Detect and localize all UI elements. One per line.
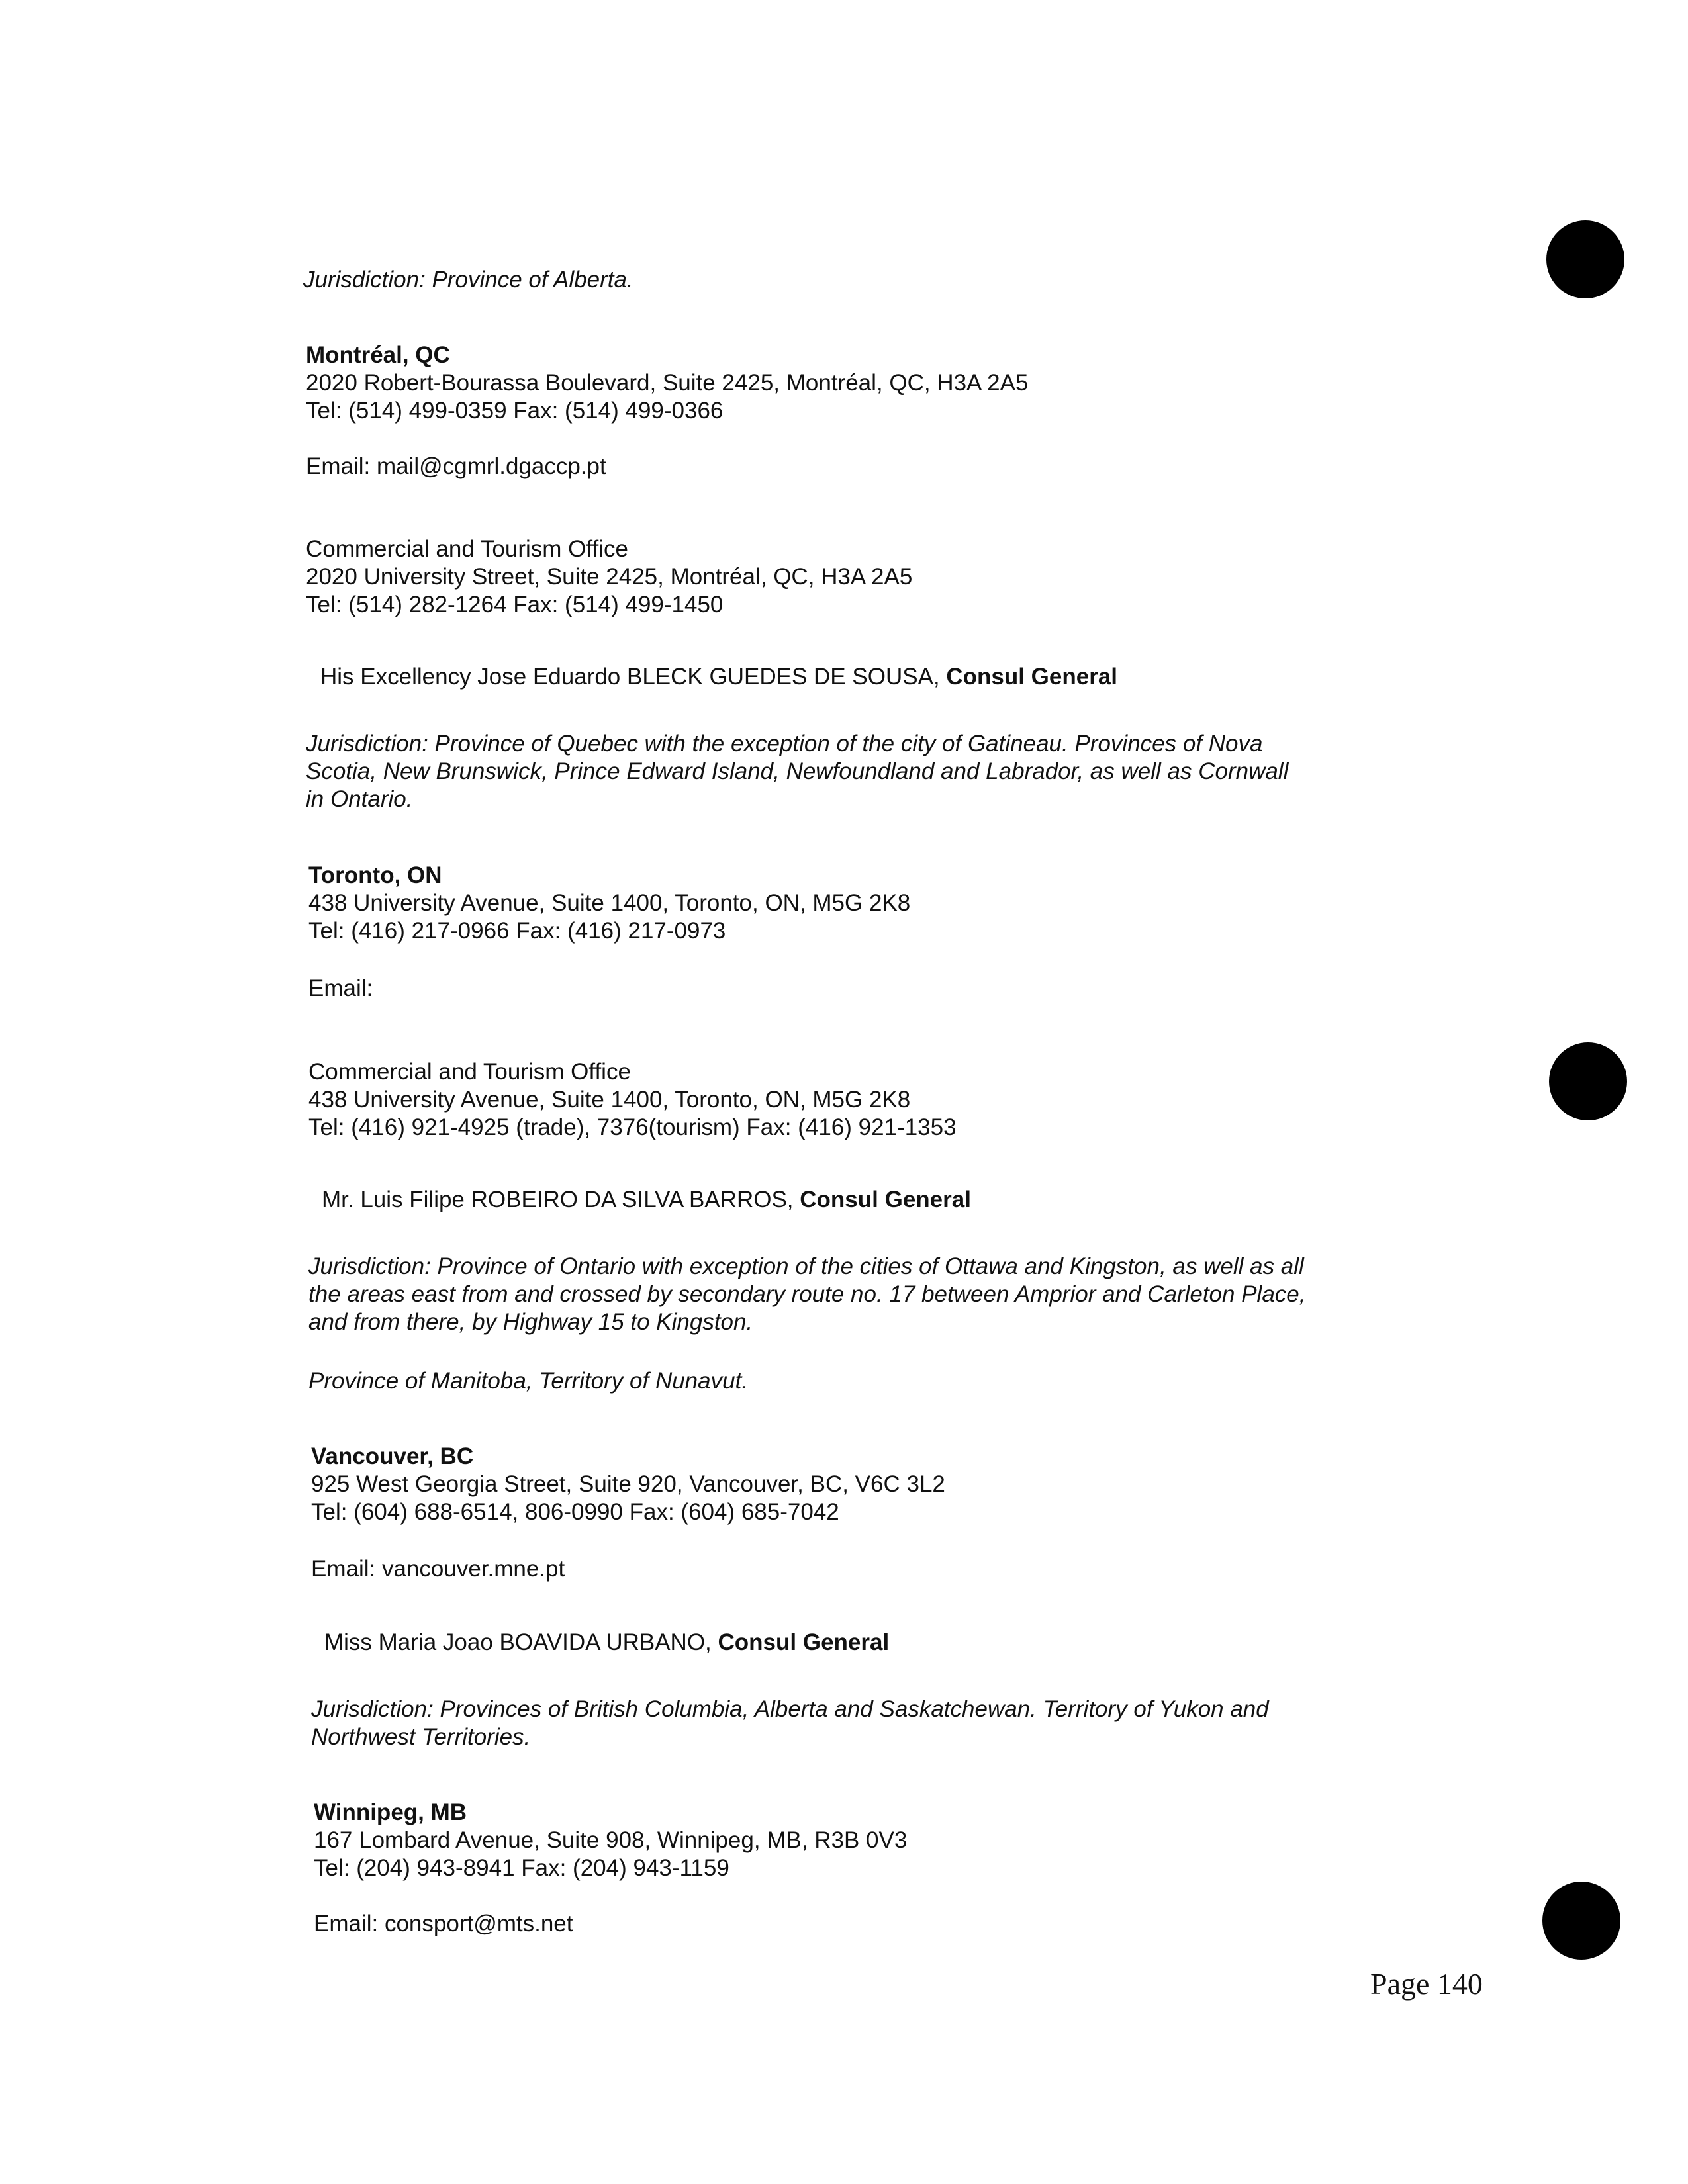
winnipeg-heading: Winnipeg, MB [314, 1799, 467, 1825]
vancouver-phone: Tel: (604) 688-6514, 806-0990 Fax: (604) 685-7042 [311, 1499, 839, 1525]
montreal-office-address: 2020 University Street, Suite 2425, Montréal, QC, H3A 2A5 [306, 564, 913, 590]
toronto-official-title: Consul General [800, 1187, 971, 1212]
montreal-phone: Tel: (514) 499-0359 Fax: (514) 499-0366 [306, 398, 724, 424]
vancouver-official [324, 1629, 889, 1657]
winnipeg-phone: Tel: (204) 943-8941 Fax: (204) 943-1159 [314, 1855, 729, 1881]
toronto-phone: Tel: (416) 217-0966 Fax: (416) 217-0973 [308, 918, 726, 944]
winnipeg-email: Email: consport@mts.net [314, 1911, 573, 1936]
montreal-office-phone: Tel: (514) 282-1264 Fax: (514) 499-1450 [306, 592, 724, 617]
toronto-office-name: Commercial and Tourism Office [308, 1059, 631, 1085]
toronto-official [322, 1186, 971, 1214]
toronto-jurisdiction-line-2: the areas east from and crossed by secondary route no. 17 between Amprior and Carleton Place, [308, 1281, 1306, 1307]
toronto-address: 438 University Avenue, Suite 1400, Toronto, ON, M5G 2K8 [308, 890, 911, 916]
montreal-heading: Montréal, QC [306, 342, 450, 368]
vancouver-address: 925 West Georgia Street, Suite 920, Vancouver, BC, V6C 3L2 [311, 1471, 945, 1497]
montreal-jurisdiction-line-3: in Ontario. [306, 786, 413, 812]
toronto-office-address: 438 University Avenue, Suite 1400, Toronto, ON, M5G 2K8 [308, 1087, 911, 1113]
toronto-official-name: Mr. Luis Filipe ROBEIRO DA SILVA BARROS, [322, 1187, 800, 1212]
vancouver-official-name: Miss Maria Joao BOAVIDA URBANO, [324, 1629, 718, 1655]
toronto-jurisdiction-extra: Province of Manitoba, Territory of Nunavut. [308, 1368, 749, 1394]
montreal-jurisdiction-line-2: Scotia, New Brunswick, Prince Edward Island, Newfoundland and Labrador, as well as Cornwall [306, 758, 1289, 784]
montreal-address: 2020 Robert-Bourassa Boulevard, Suite 2425, Montréal, QC, H3A 2A5 [306, 370, 1029, 396]
vancouver-email: Email: vancouver.mne.pt [311, 1556, 565, 1582]
vancouver-jurisdiction-line-1: Jurisdiction: Provinces of British Columbia, Alberta and Saskatchewan. Territory of Yukon and [311, 1696, 1269, 1722]
montreal-official-title: Consul General [946, 664, 1118, 690]
montreal-official-name: His Excellency Jose Eduardo BLECK GUEDES DE SOUSA, [320, 664, 947, 690]
vancouver-official-title: Consul General [718, 1629, 890, 1655]
page-number: Page 140 [1370, 1967, 1483, 2001]
montreal-jurisdiction-line-1: Jurisdiction: Province of Quebec with the exception of the city of Gatineau. Provinces of Nova [306, 731, 1263, 756]
toronto-heading: Toronto, ON [308, 862, 442, 888]
punch-hole-top [1546, 220, 1624, 298]
winnipeg-address: 167 Lombard Avenue, Suite 908, Winnipeg, MB, R3B 0V3 [314, 1827, 908, 1853]
montreal-email: Email: mail@cgmrl.dgaccp.pt [306, 453, 606, 479]
montreal-office-name: Commercial and Tourism Office [306, 536, 628, 562]
punch-hole-middle [1549, 1042, 1627, 1120]
toronto-email: Email: [308, 976, 373, 1001]
toronto-jurisdiction-line-1: Jurisdiction: Province of Ontario with exception of the cities of Ottawa and Kingston, as well as all [308, 1253, 1304, 1279]
toronto-office-phone: Tel: (416) 921-4925 (trade), 7376(tourism) Fax: (416) 921-1353 [308, 1115, 957, 1140]
toronto-jurisdiction-line-3: and from there, by Highway 15 to Kingston. [308, 1309, 753, 1335]
vancouver-heading: Vancouver, BC [311, 1443, 474, 1469]
alberta-jurisdiction: Jurisdiction: Province of Alberta. [303, 267, 633, 293]
montreal-official [320, 663, 1117, 691]
punch-hole-bottom [1542, 1882, 1620, 1960]
vancouver-jurisdiction-line-2: Northwest Territories. [311, 1724, 531, 1750]
